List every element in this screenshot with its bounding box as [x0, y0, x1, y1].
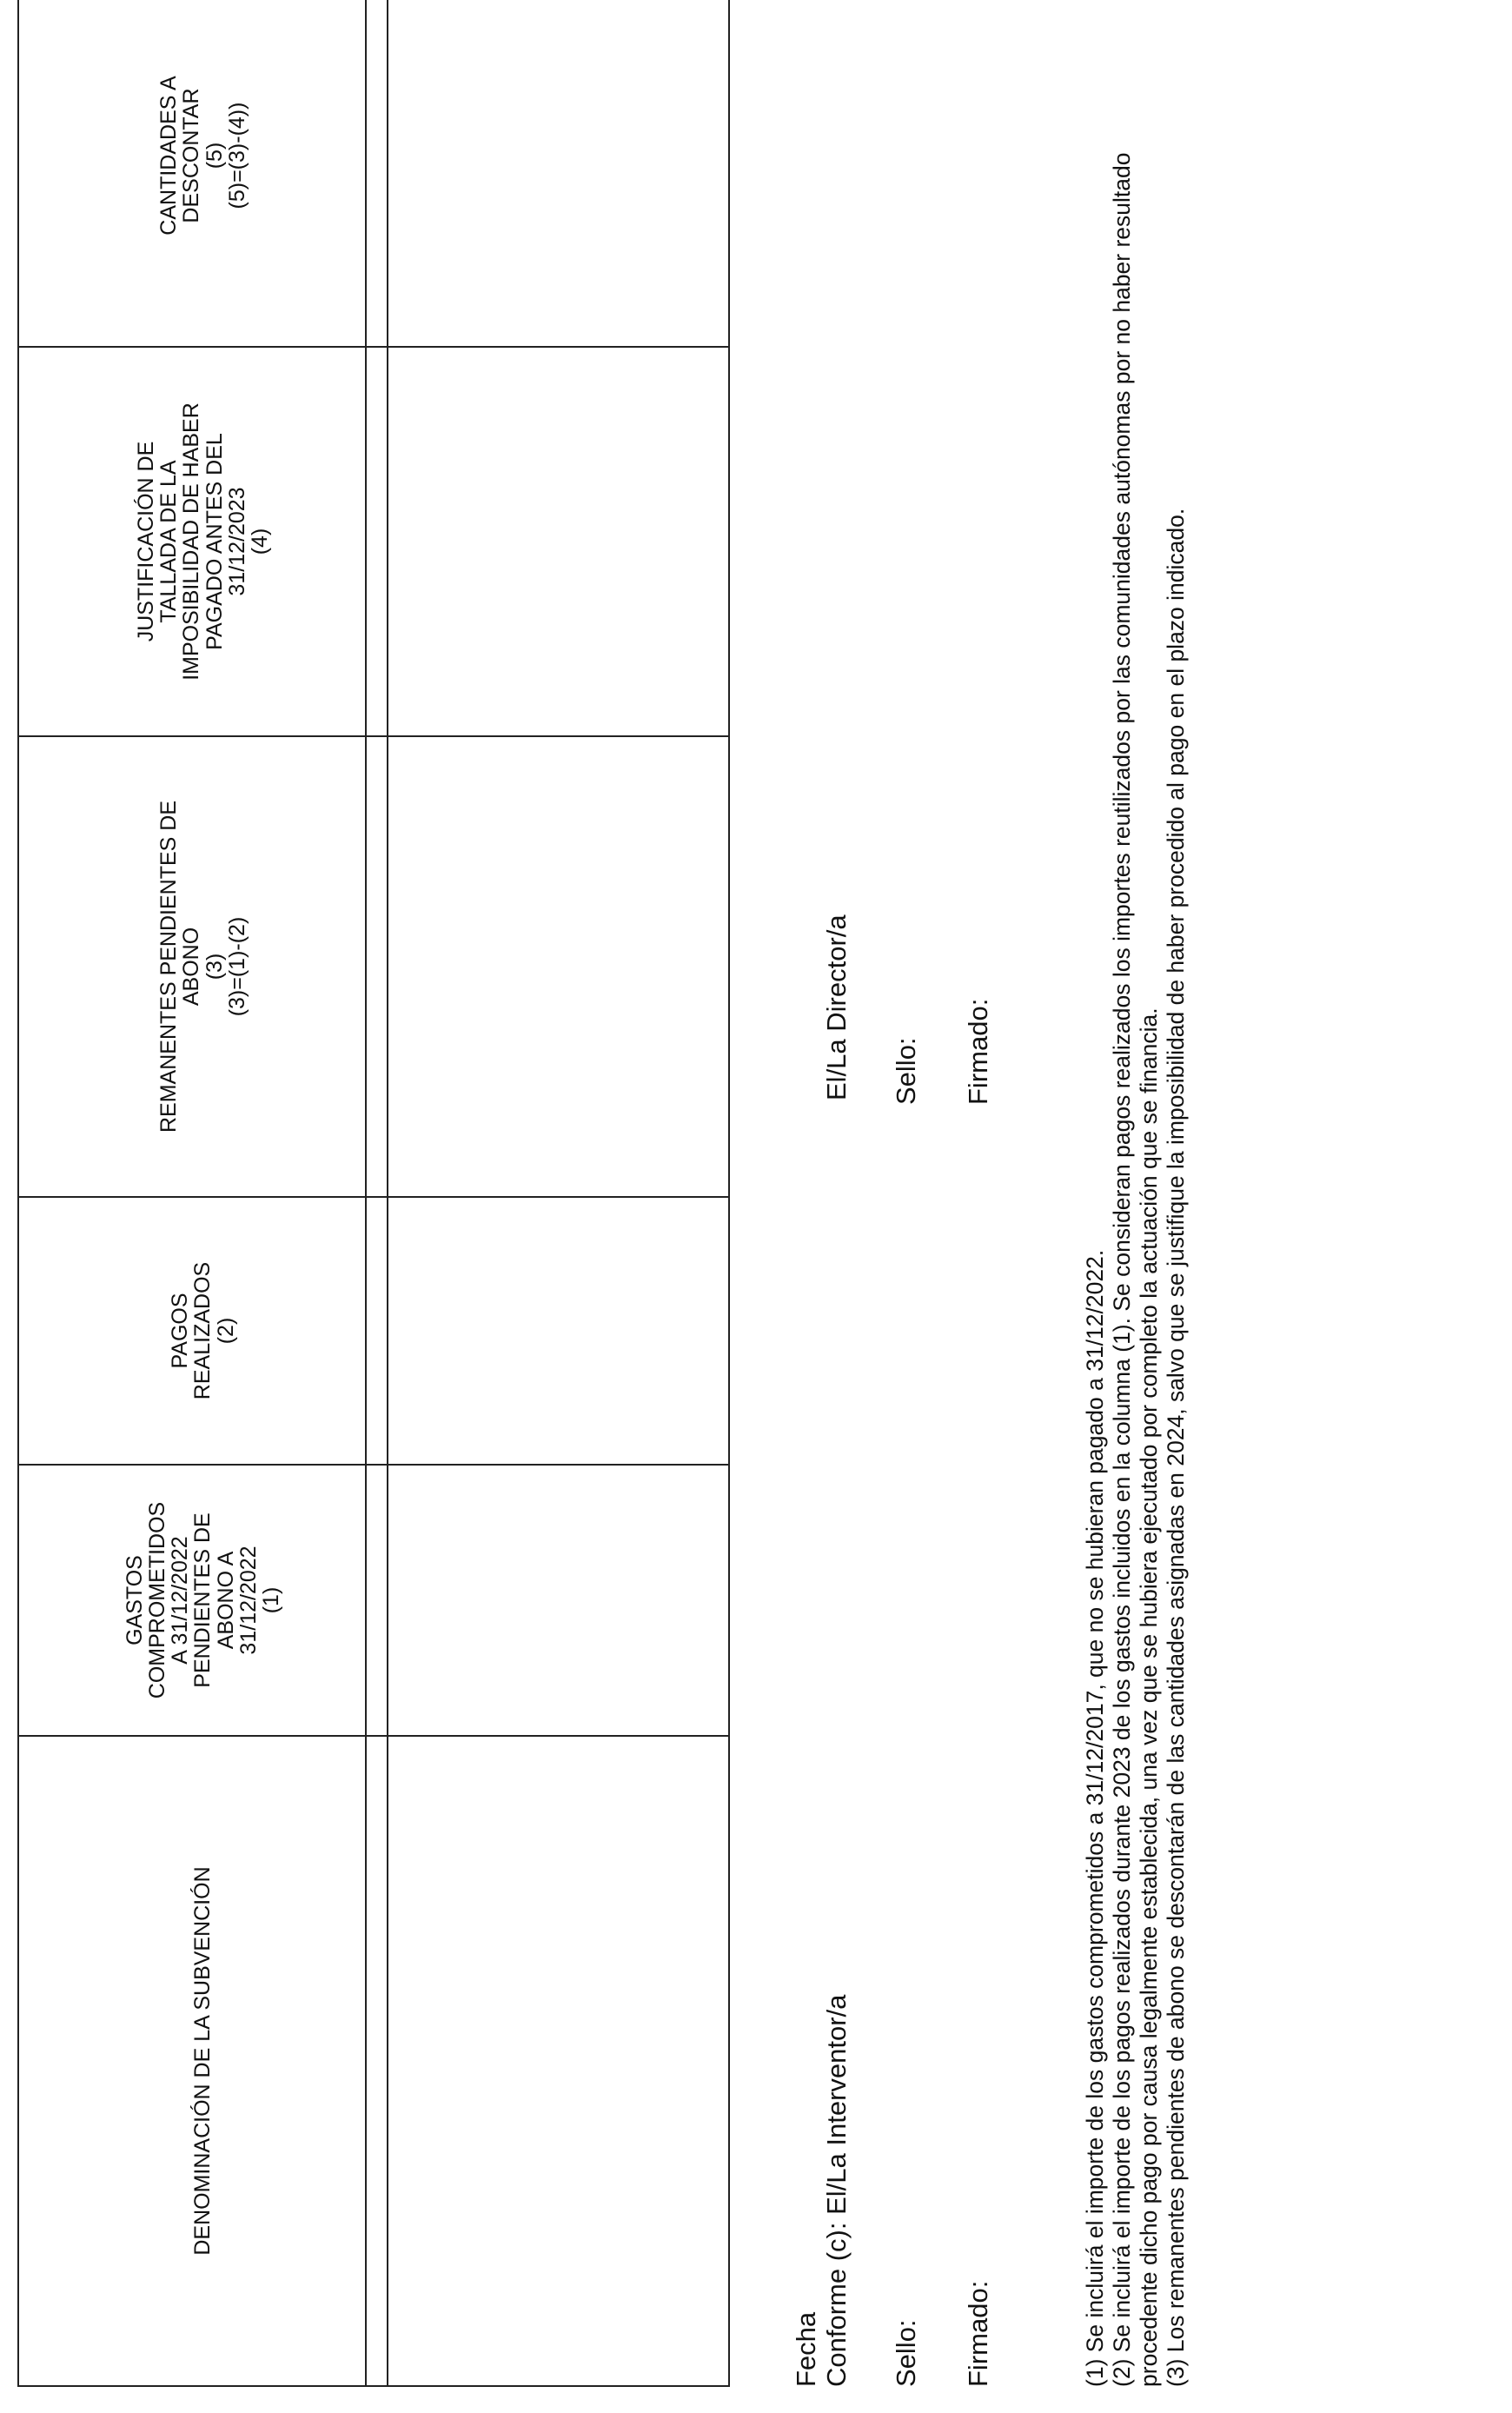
header-cantidades-descontar: CANTIDADES A DESCONTAR (5) (5)=(3)-(4)): [18, 0, 388, 347]
cell-pagos-realizados[interactable]: [366, 1197, 729, 1465]
firmado-left-label: Firmado:: [963, 2280, 993, 2387]
cell-justificacion[interactable]: [366, 347, 729, 736]
director-label: El/La Director/a: [821, 914, 852, 1100]
footnote-3: (3) Los remanentes pendientes de abono se descontarán de las cantidades asignadas en 2024, salvo que se justifique la imposibilidad de haber procedido al pago en el plazo indicado.: [1163, 508, 1189, 2387]
cell-remanentes[interactable]: [366, 736, 729, 1197]
fecha-label: Fecha: [791, 2311, 821, 2387]
subsidy-table-header: [17, 0, 388, 2387]
cell-denominacion[interactable]: [366, 1736, 729, 2386]
firmado-right-label: Firmado:: [963, 998, 993, 1105]
conforme-interventor-label: Conforme (c): El/La Interventor/a: [821, 1994, 852, 2387]
cell-cantidades-descontar[interactable]: [366, 0, 729, 347]
subsidy-table-area: [17, 31, 730, 2387]
subsidy-table-body: [365, 0, 730, 2387]
header-gastos-comprometidos: GASTOS COMPROMETIDOS A 31/12/2022 PENDIENTES DE ABONO A 31/12/2022 (1): [18, 1465, 388, 1736]
header-denominacion: DENOMINACIÓN DE LA SUBVENCIÓN: [18, 1736, 388, 2386]
footnote-2: (2) Se incluirá el importe de los pagos realizados durante 2023 de los gastos incluidos en la columna (1). Se consideran pagos realizados los importes reutilizados por las comunidades autónomas por no haber resultado procedente dicho pago por causa legalmente establecida, una vez que se hubiera ejecutado por completo la actuación que se financia.: [1109, 152, 1162, 2387]
table-header-row: [18, 0, 388, 2386]
table-row: [366, 0, 729, 2386]
header-justificacion: JUSTIFICACIÓN DE TALLADA DE LA IMPOSIBILIDAD DE HABER PAGADO ANTES DEL 31/12/2023 (4): [18, 347, 388, 736]
header-remanentes: REMANENTES PENDIENTES DE ABONO (3) (3)=(1)-(2): [18, 736, 388, 1197]
cell-gastos-comprometidos[interactable]: [366, 1465, 729, 1736]
header-pagos-realizados: PAGOS REALIZADOS (2): [18, 1197, 388, 1465]
footnotes: [1082, 40, 1190, 2387]
sello-right-label: Sello:: [891, 1037, 921, 1105]
sello-left-label: Sello:: [891, 2319, 921, 2387]
footnote-1: (1) Se incluirá el importe de los gastos comprometidos a 31/12/2017, que no se hubieran pagado a 31/12/2022.: [1082, 1249, 1108, 2387]
